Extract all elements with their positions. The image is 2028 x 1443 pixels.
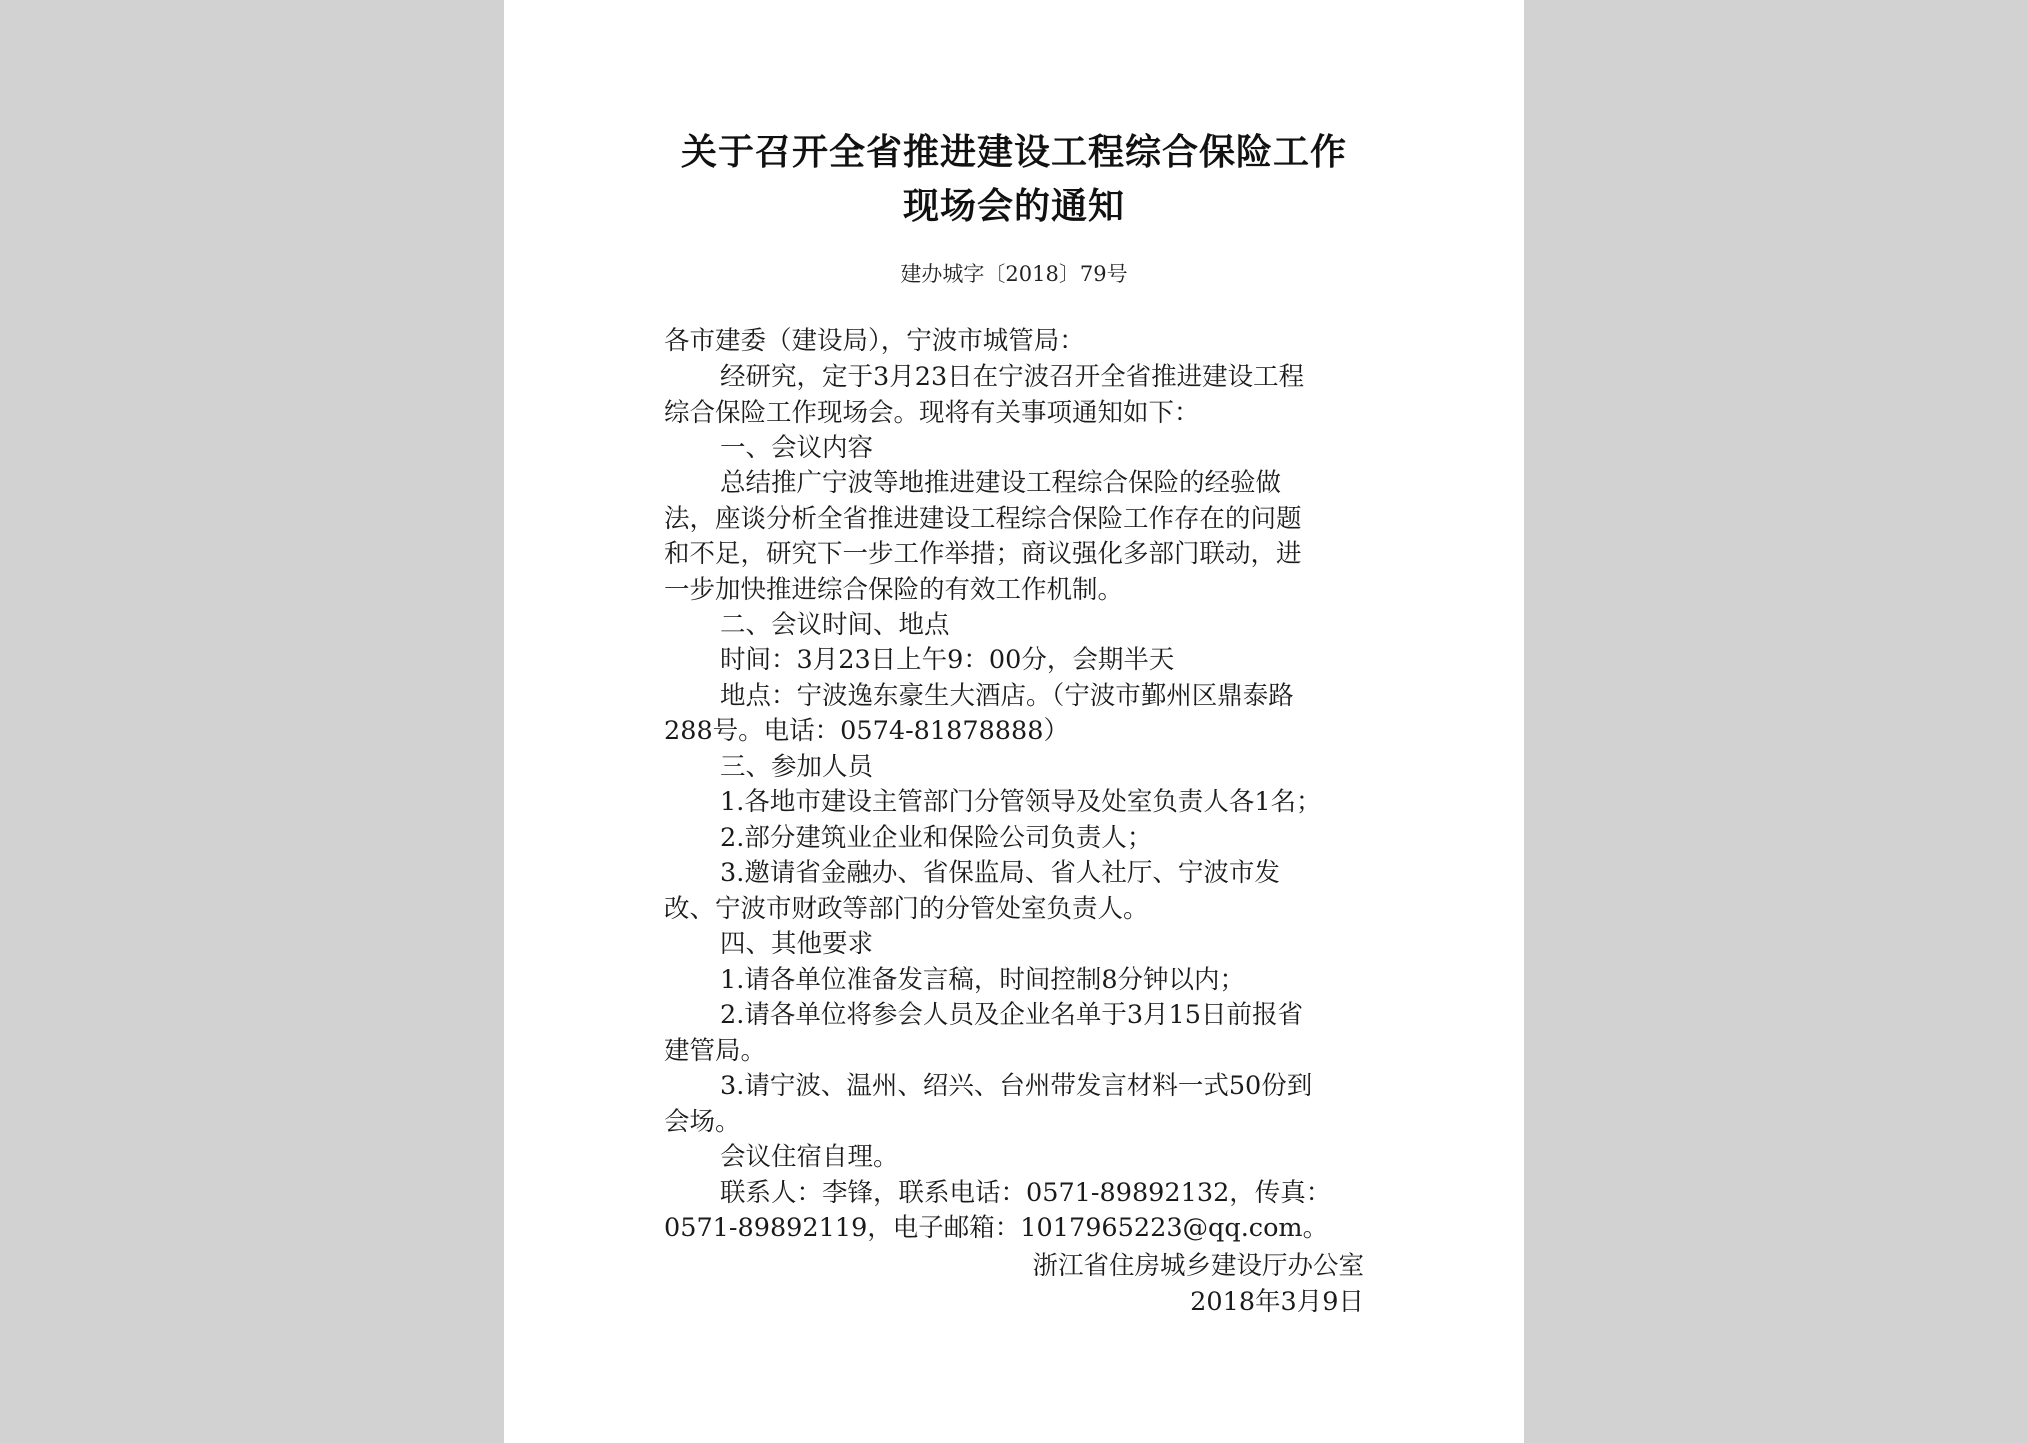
document-title-line-2: 现场会的通知 — [902, 186, 1125, 227]
section-heading: 三、参加人员 — [720, 752, 874, 782]
body-paragraph-line: 法，座谈分析全省推进建设工程综合保险工作存在的问题 — [664, 504, 1302, 534]
list-item: 3.邀请省金融办、省保监局、省人社厅、宁波市发 — [720, 858, 1280, 888]
body-paragraph-line: 总结推广宁波等地推进建设工程综合保险的经验做 — [720, 468, 1282, 498]
meeting-time: 时间：3月23日上午9：00分，会期半天 — [720, 645, 1175, 675]
list-item: 3.请宁波、温州、绍兴、台州带发言材料一式50份到 — [720, 1071, 1313, 1101]
document-number: 建办城字〔2018〕79号 — [900, 262, 1128, 286]
accommodation-note: 会议住宿自理。 — [720, 1142, 899, 1172]
list-item-cont: 会场。 — [664, 1107, 741, 1137]
list-item: 2.部分建筑业企业和保险公司负责人； — [720, 823, 1153, 853]
signature-organization: 浙江省住房城乡建设厅办公室 — [1032, 1251, 1364, 1281]
contact-info: 联系人：李锋，联系电话：0571-89892132，传真： — [720, 1178, 1332, 1208]
body-paragraph-line: 经研究，定于3月23日在宁波召开全省推进建设工程 — [720, 362, 1305, 392]
salutation: 各市建委（建设局），宁波市城管局： — [664, 326, 1085, 356]
meeting-location-cont: 288号。电话：0574-81878888） — [664, 716, 1069, 746]
list-item: 2.请各单位将参会人员及企业名单于3月15日前报省 — [720, 1000, 1304, 1030]
document-title-line-1: 关于召开全省推进建设工程综合保险工作 — [680, 132, 1347, 173]
section-heading: 一、会议内容 — [720, 433, 874, 463]
body-paragraph-line: 一步加快推进综合保险的有效工作机制。 — [664, 575, 1124, 605]
contact-info-cont: 0571-89892119，电子邮箱：1017965223@qq.com。 — [664, 1213, 1329, 1243]
body-paragraph-line: 综合保险工作现场会。现将有关事项通知如下： — [664, 398, 1200, 428]
list-item: 1.请各单位准备发言稿，时间控制8分钟以内； — [720, 965, 1246, 995]
body-paragraph-line: 和不足，研究下一步工作举措；商议强化多部门联动，进 — [664, 539, 1302, 569]
document-page — [504, 0, 1524, 1443]
section-heading: 二、会议时间、地点 — [720, 610, 950, 640]
list-item-cont: 改、宁波市财政等部门的分管处室负责人。 — [664, 894, 1149, 924]
meeting-location: 地点：宁波逸东豪生大酒店。（宁波市鄞州区鼎泰路 — [720, 681, 1294, 711]
signature-date: 2018年3月9日 — [1190, 1287, 1364, 1317]
list-item: 1.各地市建设主管部门分管领导及处室负责人各1名； — [720, 787, 1322, 817]
list-item-cont: 建管局。 — [664, 1036, 767, 1066]
section-heading: 四、其他要求 — [720, 929, 874, 959]
